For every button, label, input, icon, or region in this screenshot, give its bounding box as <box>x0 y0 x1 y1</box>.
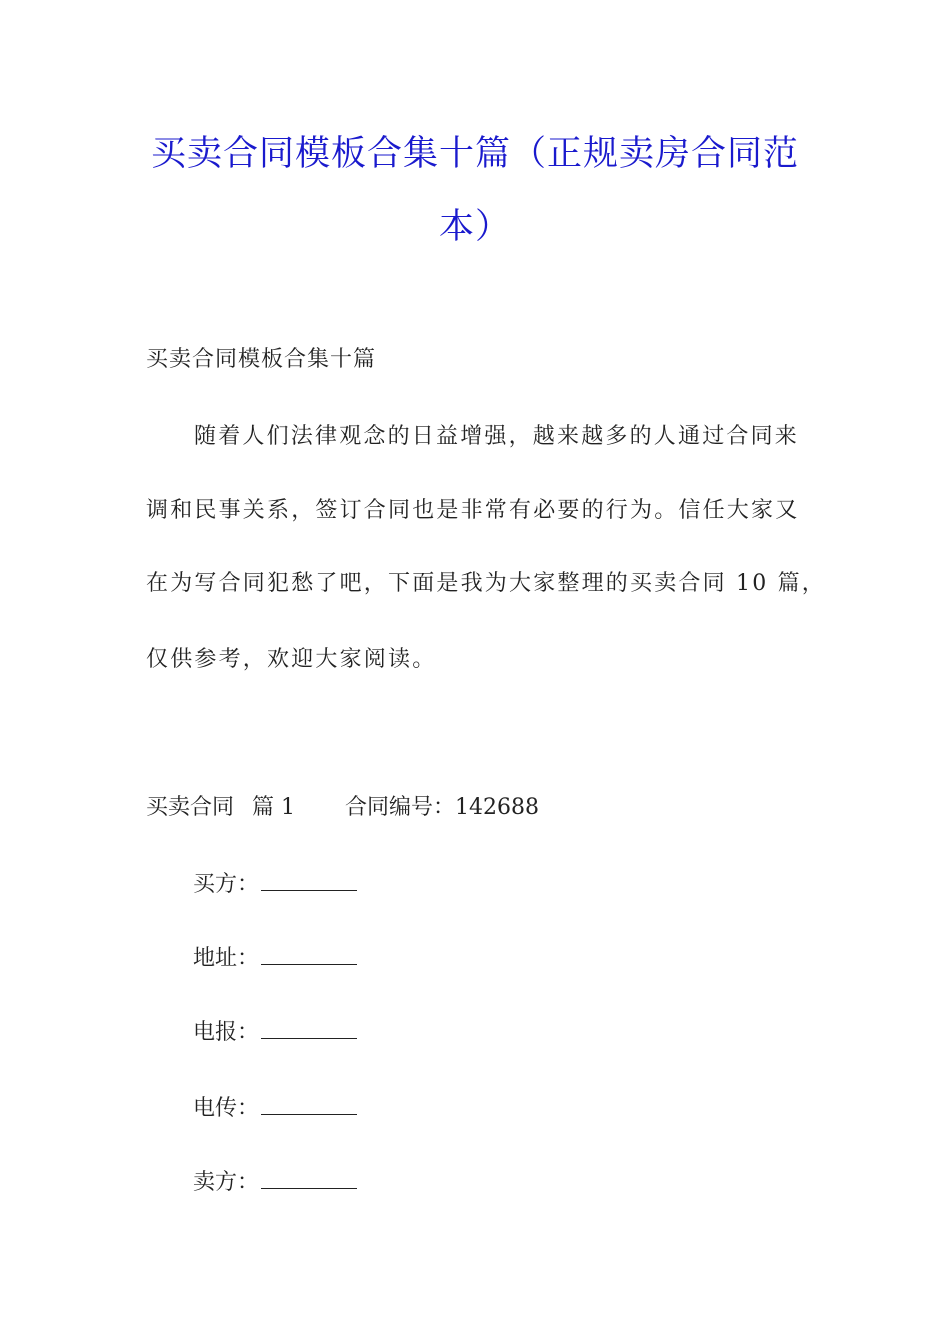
contract-number-value: 142688 <box>455 795 540 820</box>
field-label: 买方： <box>193 872 260 897</box>
field-label: 卖方： <box>193 1170 260 1195</box>
document-title-line1: 买卖合同模板合集十篇（正规卖房合同范 <box>150 134 799 174</box>
contract-name: 买卖合同 <box>146 795 235 820</box>
intro-line-4: 仅供参考，欢迎大家阅读。 <box>146 647 437 672</box>
blank-line <box>261 1094 357 1115</box>
field-telegram <box>193 1018 357 1047</box>
field-label: 电传： <box>193 1096 260 1121</box>
contract-heading <box>146 794 539 822</box>
field-seller <box>193 1168 357 1197</box>
contract-part: 篇 1 <box>252 795 296 820</box>
field-label: 电报： <box>193 1020 260 1045</box>
intro-line-1: 随着人们法律观念的日益增强，越来越多的人通过合同来 <box>194 424 800 449</box>
document-title-line2: 本） <box>438 207 511 247</box>
blank-line <box>261 1168 357 1189</box>
field-label: 地址： <box>193 946 260 971</box>
field-buyer <box>193 870 357 899</box>
blank-line <box>261 1018 357 1039</box>
document-subheading: 买卖合同模板合集十篇 <box>146 347 377 372</box>
field-telex <box>193 1094 357 1123</box>
contract-number-label: 合同编号： <box>345 795 456 820</box>
field-address <box>193 944 357 973</box>
blank-line <box>261 870 357 891</box>
blank-line <box>261 944 357 965</box>
intro-line-2: 调和民事关系，签订合同也是非常有必要的行为。信任大家又 <box>146 498 800 523</box>
intro-line-3: 在为写合同犯愁了吧，下面是我为大家整理的买卖合同 10 篇， <box>146 571 826 596</box>
